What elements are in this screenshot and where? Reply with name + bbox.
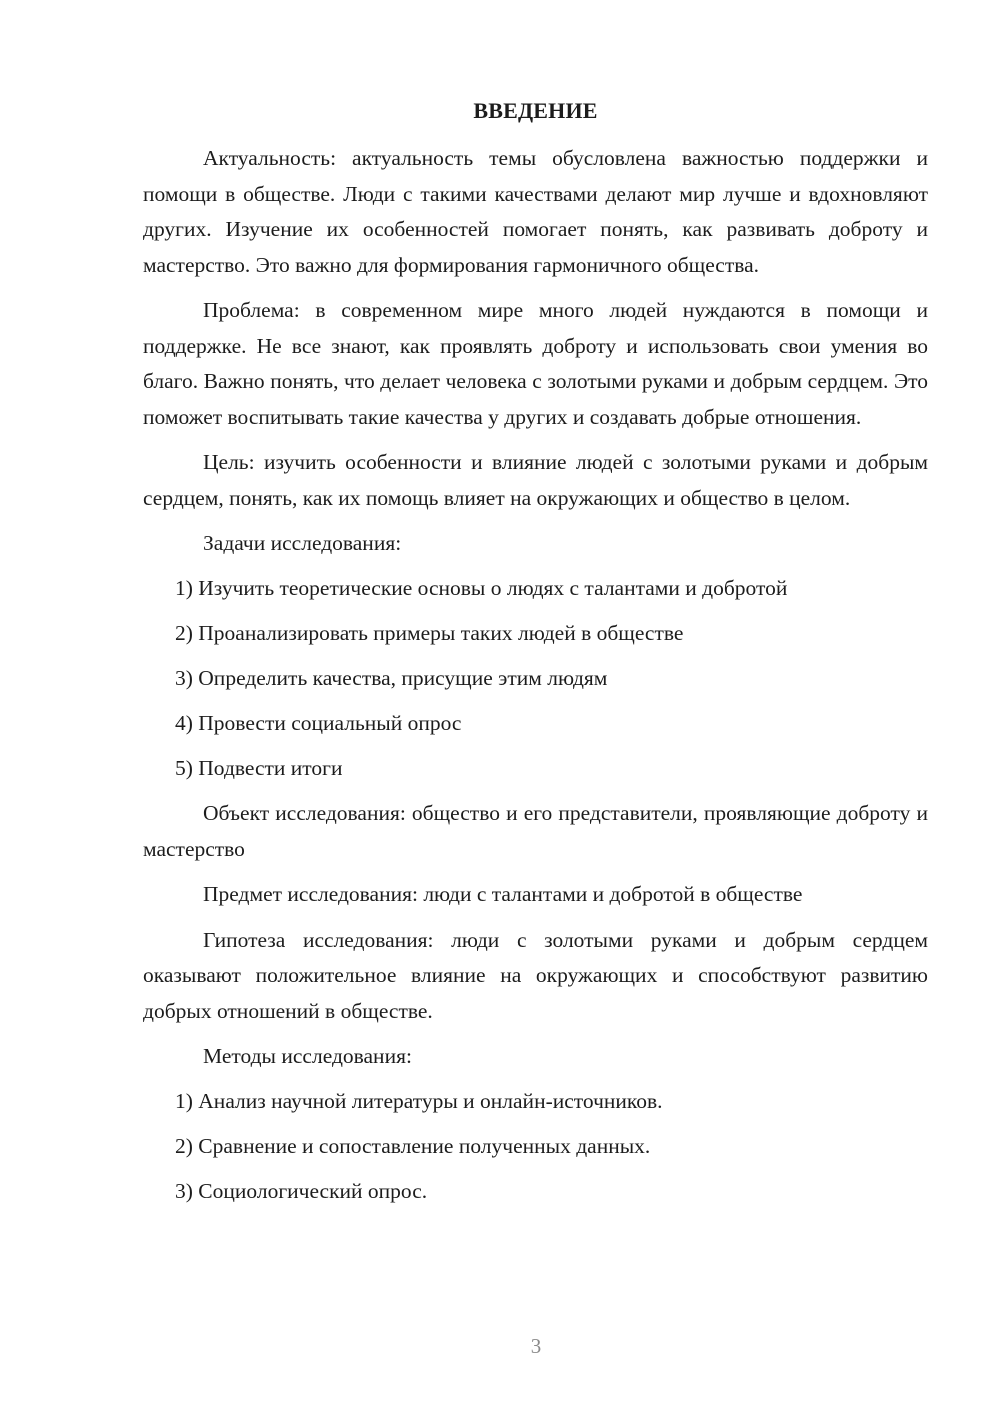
tasks-list bbox=[143, 571, 928, 786]
list-item: 2) Сравнение и сопоставление полученных данных. bbox=[175, 1134, 651, 1158]
page-number: 3 bbox=[530, 1334, 542, 1358]
problem-paragraph: Проблема: в современном мире много людей нуждаются в помощи и поддержке. Не все знают, как проявлять доброту и использовать свои умения во благо. Важно понять, что делает человека с золотыми руками и добрым сердцем. Это поможет воспитывать такие качества у других и создавать добрые отношения. bbox=[143, 298, 928, 429]
list-item: 4) Провести социальный опрос bbox=[175, 711, 462, 735]
list-item: 3) Определить качества, присущие этим людям bbox=[175, 666, 608, 690]
relevance-paragraph: Актуальность: актуальность темы обусловлена важностью поддержки и помощи в обществе. Люди с такими качествами делают мир лучше и вдохновляют других. Изучение их особенностей помогает понять, как развивать доброту и мастерство. Это важно для формирования гармоничного общества. bbox=[143, 146, 928, 277]
methods-label: Методы исследования: bbox=[203, 1044, 412, 1068]
subject-paragraph: Предмет исследования: люди с талантами и добротой в обществе bbox=[203, 882, 803, 906]
list-item: 1) Анализ научной литературы и онлайн-источников. bbox=[175, 1089, 663, 1113]
object-paragraph: Объект исследования: общество и его представители, проявляющие доброту и мастерство bbox=[143, 801, 928, 861]
page-title: ВВЕДЕНИЕ bbox=[473, 98, 598, 123]
list-item: 5) Подвести итоги bbox=[175, 756, 343, 780]
goal-paragraph: Цель: изучить особенности и влияние людей с золотыми руками и добрым сердцем, понять, как их помощь влияет на окружающих и общество в целом. bbox=[143, 450, 928, 510]
list-item: 1) Изучить теоретические основы о людях с талантами и добротой bbox=[175, 576, 788, 600]
document-page bbox=[143, 95, 928, 1219]
hypothesis-paragraph: Гипотеза исследования: люди с золотыми руками и добрым сердцем оказывают положительное влияние на окружающих и способствуют развитию добрых отношений в обществе. bbox=[143, 927, 928, 1023]
list-item: 3) Социологический опрос. bbox=[175, 1179, 428, 1203]
tasks-label: Задачи исследования: bbox=[203, 531, 402, 555]
methods-list bbox=[143, 1084, 928, 1209]
list-item: 2) Проанализировать примеры таких людей в обществе bbox=[175, 621, 684, 645]
